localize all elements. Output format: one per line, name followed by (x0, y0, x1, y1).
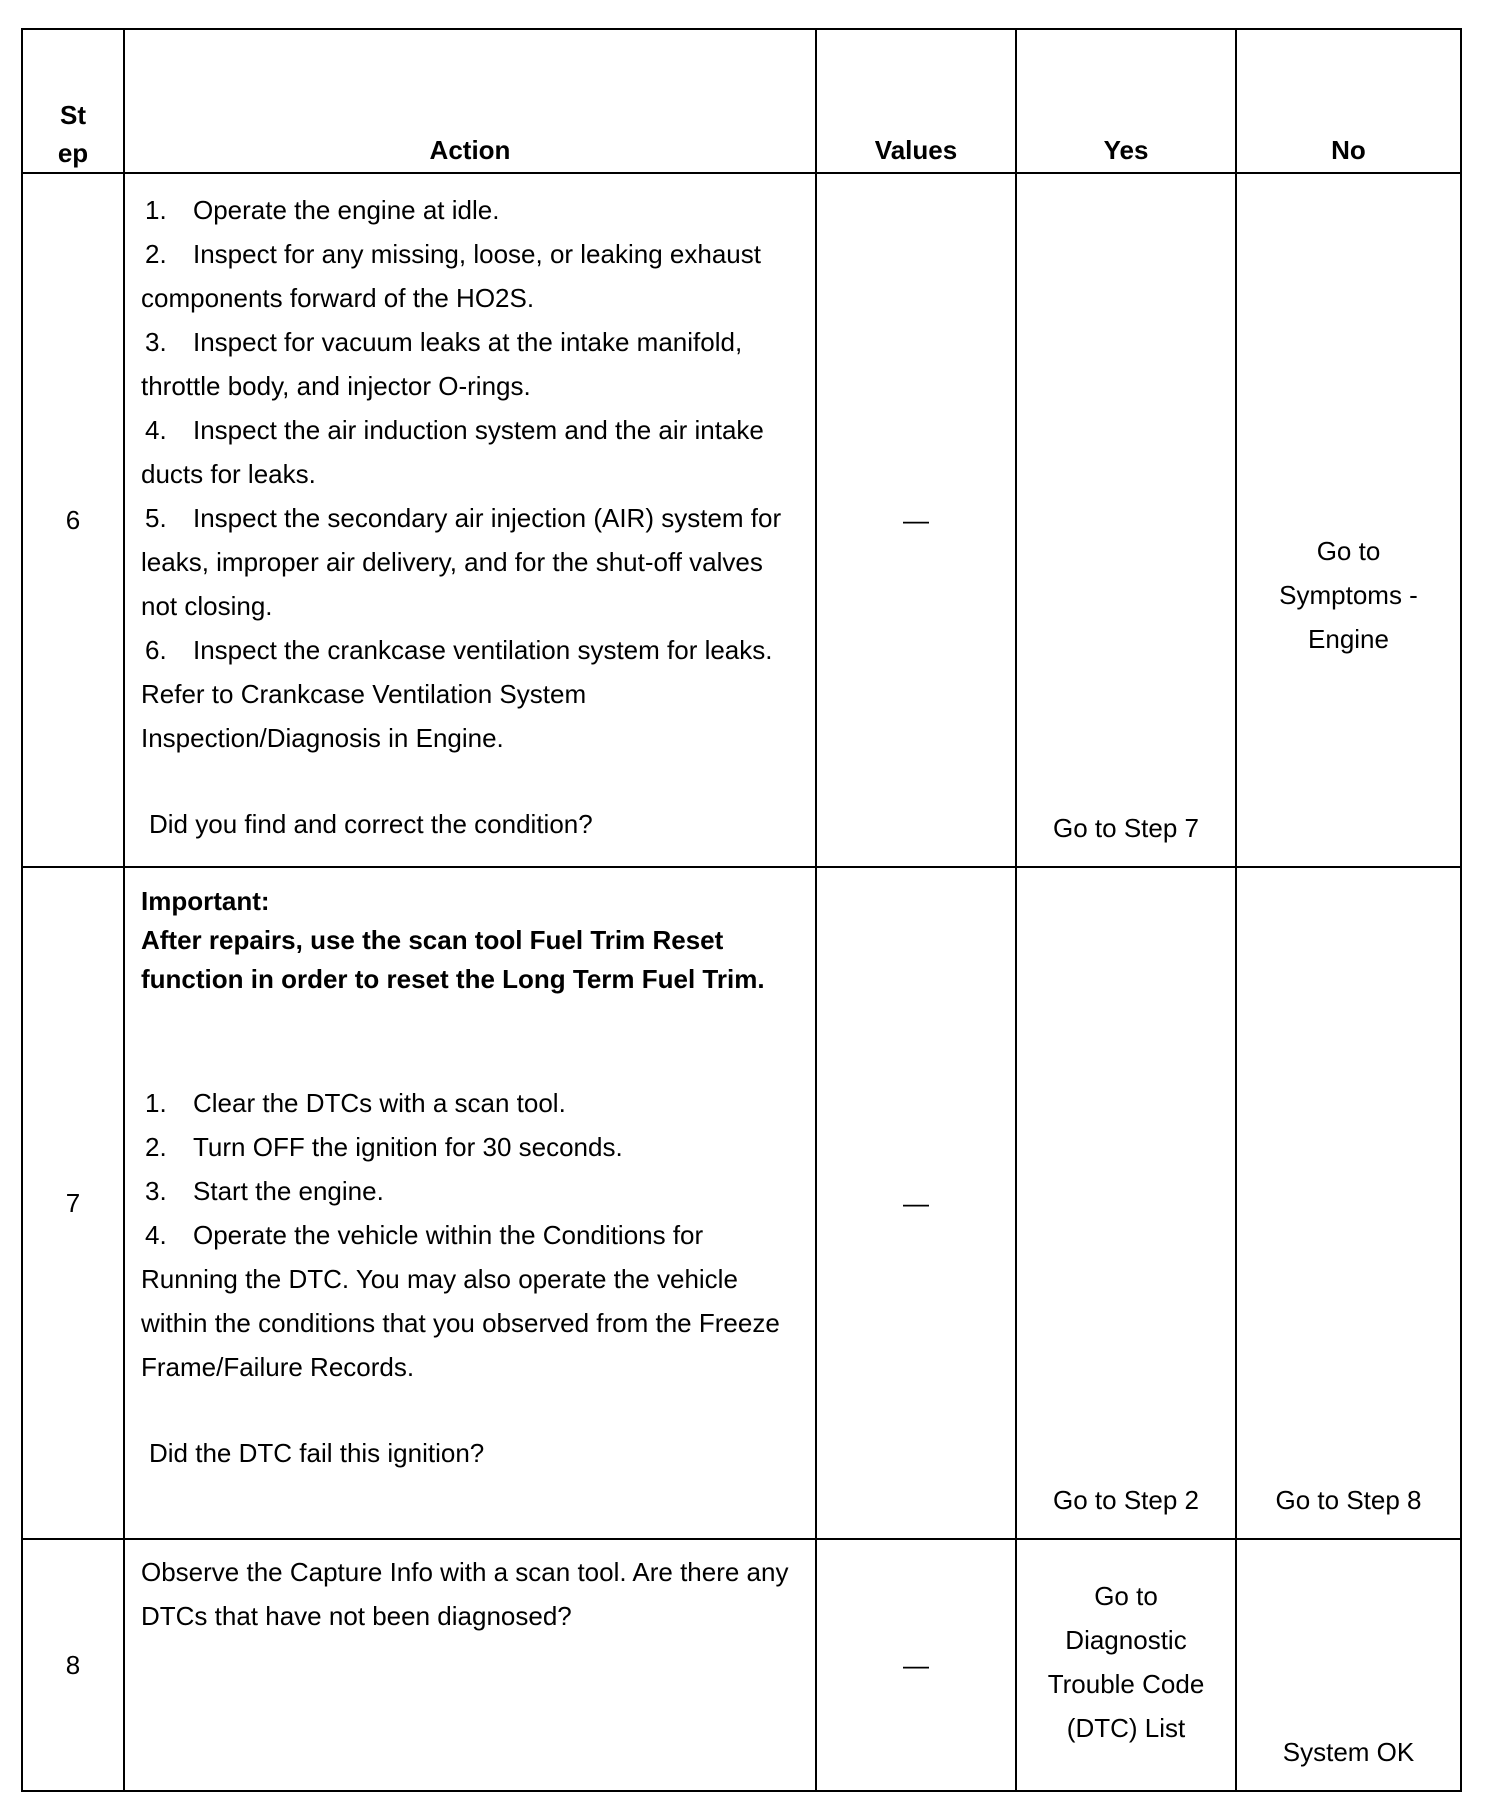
no-cell: System OK (1236, 1539, 1461, 1791)
yes-cell: Go to Step 2 (1016, 867, 1236, 1539)
list-item: 6. Inspect the crankcase ventilation system for leaks. Refer to Crankcase Ventilation System Inspection/Diagnosis in Engine. (141, 635, 773, 753)
header-step: St ep (22, 29, 124, 173)
list-item: 2. Inspect for any missing, loose, or leaking exhaust components forward of the HO2S. (141, 239, 761, 313)
step-number: 7 (22, 867, 124, 1539)
list-item: 1. Operate the engine at idle. (145, 195, 500, 225)
list-item: 3. Inspect for vacuum leaks at the intake manifold, throttle body, and injector O-rings. (141, 327, 743, 401)
values-cell: — (816, 867, 1016, 1539)
no-cell: Go to Symptoms - Engine (1236, 173, 1461, 867)
step-number: 6 (22, 173, 124, 867)
list-item: 4. Operate the vehicle within the Conditions for Running the DTC. You may also operate the vehicle within the conditions that you observed from the Freeze Frame/Failure Records. (141, 1220, 780, 1382)
values-cell: — (816, 173, 1016, 867)
action-cell (124, 173, 816, 867)
important-label: Important: (141, 886, 270, 916)
list-item: 5. Inspect the secondary air injection (AIR) system for leaks, improper air delivery, and for the shut-off valves not closing. (141, 503, 782, 621)
important-note (141, 882, 801, 999)
step-number: 8 (22, 1539, 124, 1791)
important-text: After repairs, use the scan tool Fuel Trim Reset function in order to reset the Long Term Fuel Trim. (141, 925, 765, 994)
yes-cell: Go to Diagnostic Trouble Code (DTC) List (1016, 1539, 1236, 1791)
header-values: Values (816, 29, 1016, 173)
list-item: 3. Start the engine. (145, 1176, 384, 1206)
action-question: Did the DTC fail this ignition? (149, 1438, 485, 1468)
action-cell: Observe the Capture Info with a scan tool. Are there any DTCs that have not been diagnosed? (124, 1539, 816, 1791)
header-yes: Yes (1016, 29, 1236, 173)
table-row-step-7 (22, 867, 1461, 1539)
values-cell: — (816, 1539, 1016, 1791)
header-no: No (1236, 29, 1461, 173)
no-cell: Go to Step 8 (1236, 867, 1461, 1539)
list-item: 1. Clear the DTCs with a scan tool. (145, 1088, 566, 1118)
yes-cell: Go to Step 7 (1016, 173, 1236, 867)
list-item: 2. Turn OFF the ignition for 30 seconds. (145, 1132, 623, 1162)
diagnostic-table (21, 28, 1462, 1792)
action-cell (124, 867, 816, 1539)
table-row-step-6 (22, 173, 1461, 867)
table-row-step-8 (22, 1539, 1461, 1791)
action-question: Did you find and correct the condition? (149, 809, 593, 839)
header-row (22, 29, 1461, 173)
header-action: Action (124, 29, 816, 173)
list-item: 4. Inspect the air induction system and the air intake ducts for leaks. (141, 415, 764, 489)
